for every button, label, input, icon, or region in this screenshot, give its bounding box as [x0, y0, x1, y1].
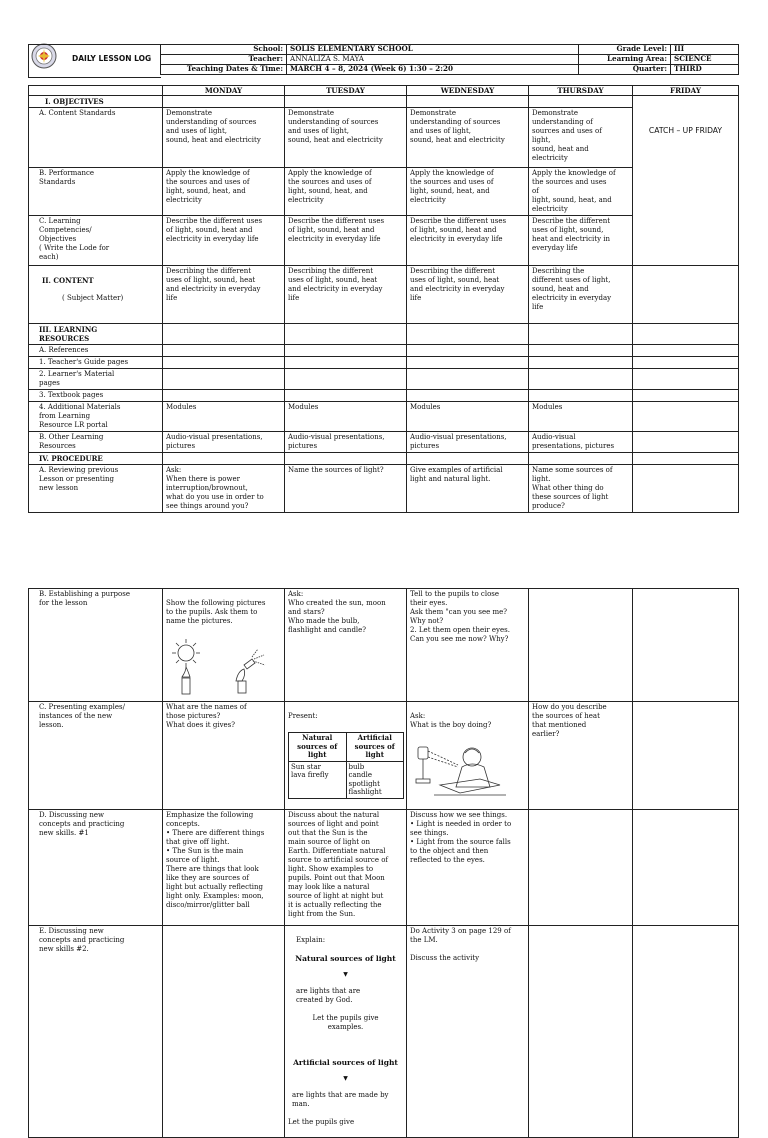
day-wednesday: WEDNESDAY — [407, 86, 529, 96]
additional-materials-mon: Modules — [163, 402, 285, 432]
arrow-down-icon: ▼ — [343, 970, 348, 978]
other-resources-label: B. Other Learning Resources — [29, 432, 163, 453]
additional-materials-thu: Modules — [529, 402, 633, 432]
catch-up-friday: CATCH – UP FRIDAY — [633, 96, 739, 266]
corner-cell — [29, 86, 163, 96]
natural-sources-heading: Natural sources of light — [295, 953, 396, 963]
discuss2-wed: Do Activity 3 on page 129 of the LM. Discuss the activity — [407, 925, 529, 1137]
sun-icon — [172, 639, 200, 667]
discuss1-mon: Emphasize the following concepts. • There are different things that give off light. • The Sun is the main source of light. There are things that look like they are sources of light but actually reflecting light only. Examples: moon, disco/mirror/glitter ball — [163, 809, 285, 925]
content-thu: Describing the different uses of light, sound, heat and electricity in everyday life — [529, 266, 633, 324]
performance-standards-mon: Apply the knowledge of the sources and uses of light, sound, heat, and electricity — [163, 168, 285, 216]
examples-label: C. Presenting examples/ instances of the new lesson. — [29, 702, 163, 810]
arrow-down-icon: ▼ — [343, 1074, 348, 1082]
lesson-log-table — [28, 85, 739, 513]
purpose-tue: Ask: Who created the sun, moon and stars? Who made the bulb, flashlight and candle? — [285, 589, 407, 702]
dates-label: Teaching Dates & Time: — [161, 65, 287, 75]
quarter-value: THIRD — [671, 65, 739, 75]
purpose-wed: Tell to the pupils to close their eyes. Ask them "can you see me? Why not? 2. Let them open their eyes. Can you see me now? Why? — [407, 589, 529, 702]
purpose-label: B. Establishing a purpose for the lesson — [29, 589, 163, 702]
section-procedure: IV. PROCEDURE — [29, 453, 163, 465]
quarter-label: Quarter: — [579, 65, 671, 75]
additional-materials-tue: Modules — [285, 402, 407, 432]
competencies-wed: Describe the different uses of light, sound, heat and electricity in everyday life — [407, 216, 529, 266]
candle-icon — [182, 667, 190, 694]
natural-sources-list: Sun star lava firefly — [289, 761, 347, 798]
teacher-value: ANNALIZA S. MAYA — [287, 55, 579, 65]
review-wed: Give examples of artificial light and natural light. — [407, 465, 529, 513]
review-mon: Ask: When there is power interruption/brownout, what do you use in order to see things around you? — [163, 465, 285, 513]
content-standards-label: A. Content Standards — [29, 108, 163, 168]
artificial-sources-desc: are lights that are made by man. — [292, 1090, 389, 1108]
performance-standards-wed: Apply the knowledge of the sources and uses of light, sound, heat, and electricity — [407, 168, 529, 216]
examples-mon: What are the names of those pictures? What does it gives? — [163, 702, 285, 810]
content-standards-tue: Demonstrate understanding of sources and uses of light, sound, heat and electricity — [285, 108, 407, 168]
grade-level-value: III — [671, 45, 739, 55]
competencies-tue: Describe the different uses of light, sound, heat and electricity in everyday life — [285, 216, 407, 266]
examples-wed-text: Ask: What is the boy doing? — [410, 712, 492, 729]
content-standards-mon: Demonstrate understanding of sources and uses of light, sound, heat and electricity — [163, 108, 285, 168]
flashlight-icon — [236, 649, 265, 693]
learning-area-label: Learning Area: — [579, 55, 671, 65]
content-wed: Describing the different uses of light, sound, heat and electricity in everyday life — [407, 266, 529, 324]
content-tue: Describing the different uses of light, sound, heat and electricity in everyday life — [285, 266, 407, 324]
lamp-reading-boy-icon — [410, 739, 510, 801]
performance-standards-tue: Apply the knowledge of the sources and uses of light, sound, heat, and electricity — [285, 168, 407, 216]
other-resources-mon: Audio-visual presentations, pictures — [163, 432, 285, 453]
competencies-mon: Describe the different uses of light, sound, heat and electricity in everyday life — [163, 216, 285, 266]
other-resources-wed: Audio-visual presentations, pictures — [407, 432, 529, 453]
performance-standards-thu: Apply the knowledge of the sources and uses of light, sound, heat, and electricity — [529, 168, 633, 216]
learning-area-value: SCIENCE — [671, 55, 739, 65]
review-tue: Name the sources of light? — [285, 465, 407, 513]
discuss1-tue: Discuss about the natural sources of light and point out that the Sun is the main source of light on Earth. Differentiate natural source to artificial source of light. Show examples to pupils. Point out that Moon may look like a natural source of light at night but it is actually reflecting the light from the Sun. — [285, 809, 407, 925]
content-label — [29, 266, 163, 324]
explain-label: Explain: — [296, 935, 326, 944]
day-monday: MONDAY — [163, 86, 285, 96]
content-standards-wed: Demonstrate understanding of sources and uses of light, sound, heat and electricity — [407, 108, 529, 168]
day-thursday: THURSDAY — [529, 86, 633, 96]
content-standards-thu: Demonstrate understanding of sources and uses of light, sound, heat and electricity — [529, 108, 633, 168]
section-objectives: I. OBJECTIVES — [29, 96, 163, 108]
examples-thu: How do you describe the sources of heat that mentioned earlier? — [529, 702, 633, 810]
review-thu: Name some sources of light. What other thing do these sources of light produce? — [529, 465, 633, 513]
other-resources-thu: Audio-visual presentations, pictures — [529, 432, 633, 453]
examples-tue-text: Present: — [288, 712, 318, 720]
artificial-sources-header: Artificial sources of light — [346, 733, 404, 762]
learners-material-label: 2. Learner's Material pages — [29, 369, 163, 390]
grade-level-label: Grade Level: — [579, 45, 671, 55]
performance-standards-label: B. Performance Standards — [29, 168, 163, 216]
lesson-log-table-page2 — [28, 588, 739, 1138]
discuss2-label: E. Discussing new concepts and practicing new skills #2. — [29, 925, 163, 1137]
document-title: DAILY LESSON LOG — [72, 54, 152, 63]
school-label: School: — [161, 45, 287, 55]
additional-materials-label: 4. Additional Materials from Learning Resource LR portal — [29, 402, 163, 432]
school-value: SOLIS ELEMENTARY SCHOOL — [287, 45, 579, 55]
additional-materials-wed: Modules — [407, 402, 529, 432]
day-tuesday: TUESDAY — [285, 86, 407, 96]
discuss1-label: D. Discussing new concepts and practicing new skills. #1 — [29, 809, 163, 925]
artificial-sources-list: bulb candle spotlight flashlight — [346, 761, 404, 798]
purpose-mon — [163, 589, 285, 702]
content-mon: Describing the different uses of light, sound, heat and electricity in everyday life — [163, 266, 285, 324]
sources-of-light-table — [288, 732, 404, 799]
dates-value: MARCH 4 – 8, 2024 (Week 6) 1:30 – 2:20 — [287, 65, 579, 75]
examples-tue — [285, 702, 407, 810]
artificial-sources-heading: Artificial sources of light — [293, 1057, 398, 1067]
header-left-border — [28, 44, 161, 78]
other-resources-tue: Audio-visual presentations, pictures — [285, 432, 407, 453]
section-content: II. CONTENT — [42, 276, 94, 285]
section-learning-resources: III. LEARNING RESOURCES — [29, 324, 163, 345]
subject-matter-label: ( Subject Matter) — [62, 294, 124, 302]
natural-sources-header: Natural sources of light — [289, 733, 347, 762]
teachers-guide-label: 1. Teacher's Guide pages — [29, 357, 163, 369]
purpose-mon-text: Show the following pictures to the pupils. Ask them to name the pictures. — [166, 599, 266, 625]
header-table — [160, 44, 739, 75]
teacher-label: Teacher: — [161, 55, 287, 65]
review-label: A. Reviewing previous Lesson or presenting new lesson — [29, 465, 163, 513]
day-friday: FRIDAY — [633, 86, 739, 96]
natural-sources-task: Let the pupils give examples. — [312, 1013, 379, 1031]
textbook-pages-label: 3. Textbook pages — [29, 390, 163, 402]
examples-wed — [407, 702, 529, 810]
discuss2-tue — [285, 925, 407, 1137]
references-label: A. References — [29, 345, 163, 357]
competencies-label: C. Learning Competencies/ Objectives ( Write the Lode for each) — [29, 216, 163, 266]
discuss1-wed: Discuss how we see things. • Light is needed in order to see things. • Light from the source falls to the object and then reflected to the eyes. — [407, 809, 529, 925]
competencies-thu: Describe the different uses of light, sound, heat and electricity in everyday life — [529, 216, 633, 266]
pictures-illustration — [166, 635, 276, 697]
artificial-sources-task: Let the pupils give — [288, 1117, 355, 1126]
natural-sources-desc: are lights that are created by God. — [296, 986, 361, 1004]
